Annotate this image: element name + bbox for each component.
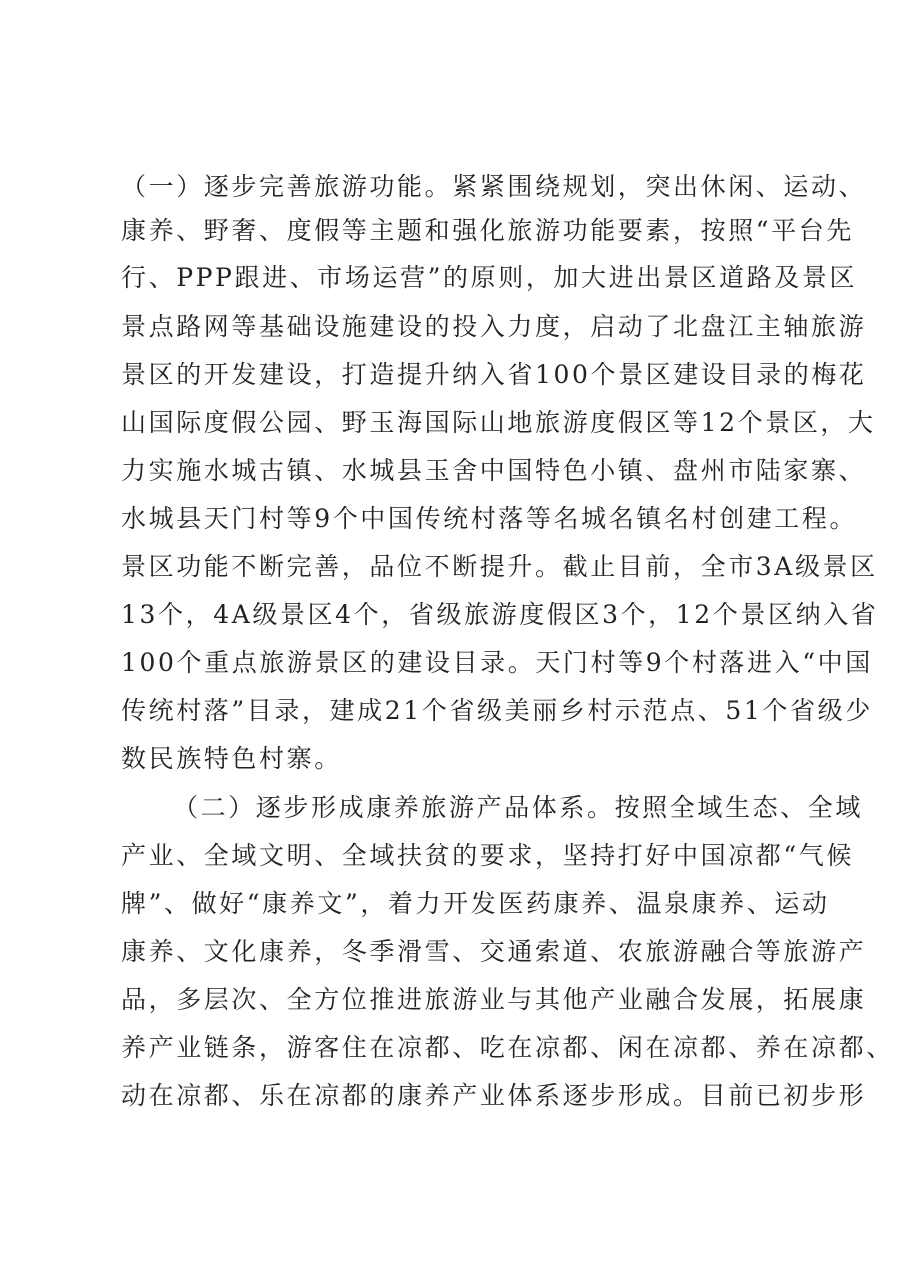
paragraph-1-line-4: 景点路网等基础设施建设的投入力度，启动了北盘江主轴旅游 — [121, 312, 867, 341]
paragraph-1-line-10: 13个，4A级景区4个，省级旅游度假区3个，12个景区纳入省 — [121, 600, 879, 629]
paragraph-1-line-3: 行、PPP跟进、市场运营”的原则，加大进出景区道路及景区 — [121, 263, 858, 292]
paragraph-2-line-4: 康养、文化康养，冬季滑雪、交通索道、农旅游融合等旅游产 — [121, 937, 867, 966]
paragraph-2-line-6: 养产业链条，游客住在凉都、吃在凉都、闲在凉都、养在凉都、 — [121, 1033, 894, 1062]
paragraph-1-line-6: 山国际度假公园、野玉海国际山地旅游度假区等12个景区，大 — [121, 408, 876, 437]
paragraph-1-line-11: 100个重点旅游景区的建设目录。天门村等9个村落进入“中国 — [121, 648, 873, 677]
paragraph-1-line-1: （一）逐步完善旅游功能。紧紧围绕规划，突出休闲、运动、 — [121, 172, 867, 201]
paragraph-1-line-13: 数民族特色村寨。 — [121, 744, 342, 773]
paragraph-1-line-12: 传统村落”目录，建成21个省级美丽乡村示范点、51个省级少 — [121, 696, 873, 725]
paragraph-2-line-3: 牌”、做好“康养文”，着力开发医药康养、温泉康养、运动 — [121, 889, 830, 918]
paragraph-1-line-9: 景区功能不断完善，品位不断提升。截止目前，全市3A级景区 — [121, 552, 878, 581]
paragraph-2-line-7: 动在凉都、乐在凉都的康养产业体系逐步形成。目前已初步形 — [121, 1081, 867, 1110]
paragraph-1-line-2: 康养、野奢、度假等主题和强化旅游功能要素，按照“平台先 — [121, 216, 854, 245]
paragraph-2-line-5: 品，多层次、全方位推进旅游业与其他产业融合发展，拓展康 — [121, 985, 867, 1014]
paragraph-1-line-7: 力实施水城古镇、水城县玉舍中国特色小镇、盘州市陆家寨、 — [121, 456, 867, 485]
paragraph-1-line-8: 水城县天门村等9个中国传统村落等名城名镇名村创建工程。 — [121, 504, 858, 533]
paragraph-2-line-2: 产业、全域文明、全域扶贫的要求，坚持打好中国凉都“气候 — [121, 841, 854, 870]
paragraph-1-line-5: 景区的开发建设，打造提升纳入省100个景区建设目录的梅花 — [121, 360, 867, 389]
paragraph-2-line-1: （二）逐步形成康养旅游产品体系。按照全域生态、全域 — [173, 793, 864, 822]
